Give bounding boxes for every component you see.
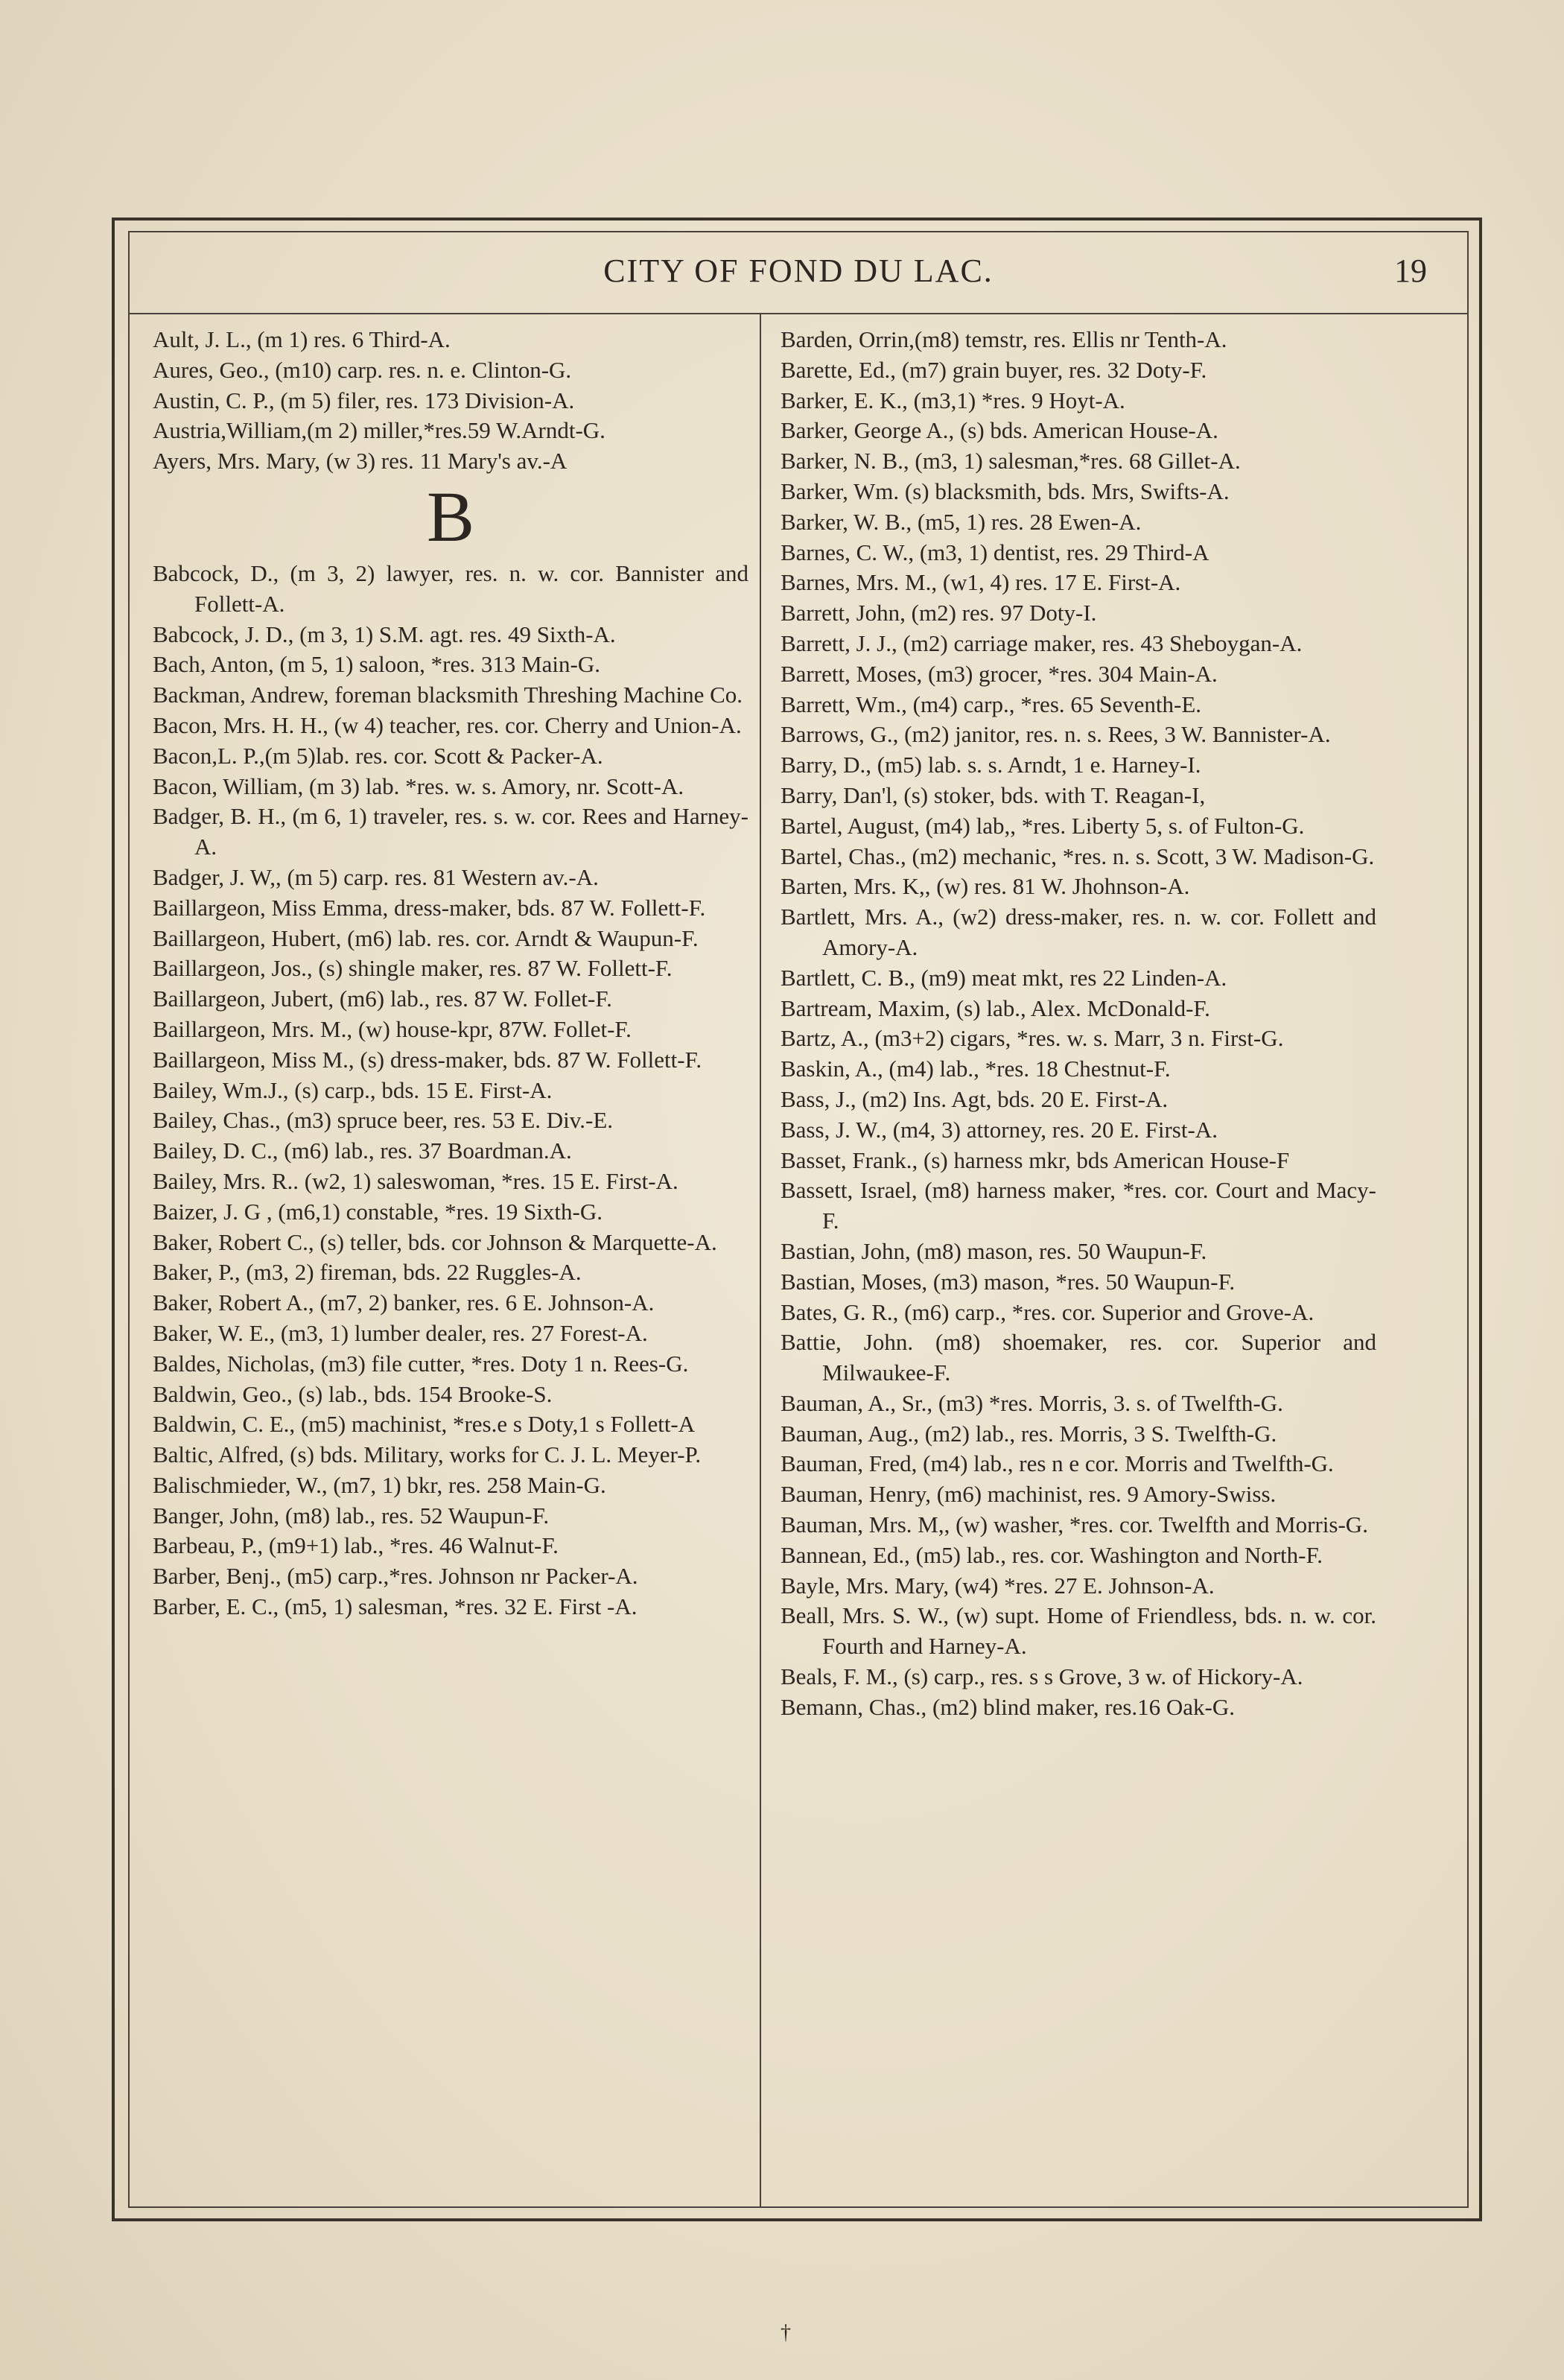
directory-entry: Bauman, Fred, (m4) lab., res n e cor. Morris and Twelfth-G. (781, 1450, 1334, 1477)
directory-entry: Bannean, Ed., (m5) lab., res. cor. Washington and North-F. (781, 1541, 1323, 1568)
directory-entry: Backman, Andrew, foreman blacksmith Threshing Machine Co. (153, 682, 743, 708)
page-number: 19 (1394, 253, 1427, 289)
directory-entry: Bach, Anton, (m 5, 1) saloon, *res. 313 Main-G. (153, 651, 600, 678)
directory-entry: Battie, John. (m8) shoemaker, res. cor. Superior and Milwaukee-F. (781, 1329, 1376, 1386)
directory-entry: Ault, J. L., (m 1) res. 6 Third-A. (153, 326, 451, 352)
directory-entry: Baker, Robert A., (m7, 2) banker, res. 6 E. Johnson-A. (153, 1289, 655, 1316)
directory-entry: Baillargeon, Jos., (s) shingle maker, res. 87 W. Follett-F. (153, 955, 673, 982)
directory-entry: Barrett, J. J., (m2) carriage maker, res. 43 Sheboygan-A. (781, 629, 1303, 656)
directory-entry: Barnes, Mrs. M., (w1, 4) res. 17 E. First-A. (781, 569, 1181, 596)
directory-entry: Basset, Frank., (s) harness mkr, bds American House-F (781, 1146, 1290, 1173)
directory-entry: Baillargeon, Miss M., (s) dress-maker, bds. 87 W. Follett-F. (153, 1046, 702, 1073)
directory-entry: Bauman, A., Sr., (m3) *res. Morris, 3. s. of Twelfth-G. (781, 1389, 1283, 1416)
directory-entry: Bartlett, C. B., (m9) meat mkt, res 22 Linden-A. (781, 964, 1227, 991)
section-letter: B (426, 476, 475, 556)
directory-entry: Bacon, Mrs. H. H., (w 4) teacher, res. cor. Cherry and Union-A. (153, 711, 742, 738)
directory-entry: Beals, F. M., (s) carp., res. s s Grove, 3 w. of Hickory-A. (781, 1663, 1303, 1690)
directory-entry: Baillargeon, Miss Emma, dress-maker, bds. 87 W. Follett-F. (153, 894, 706, 921)
directory-entry: Barbeau, P., (m9+1) lab., *res. 46 Walnut-F. (153, 1532, 559, 1559)
directory-entry: Barrett, Moses, (m3) grocer, *res. 304 Main-A. (781, 660, 1218, 687)
directory-entry: Barber, Benj., (m5) carp.,*res. Johnson nr Packer-A. (153, 1563, 638, 1590)
directory-entry: Bates, G. R., (m6) carp., *res. cor. Superior and Grove-A. (781, 1298, 1315, 1325)
directory-entry: Baldes, Nicholas, (m3) file cutter, *res. Doty 1 n. Rees-G. (153, 1350, 689, 1377)
directory-entry: Barker, Wm. (s) blacksmith, bds. Mrs, Swifts-A. (781, 477, 1230, 504)
directory-entry: Barker, E. K., (m3,1) *res. 9 Hoyt-A. (781, 387, 1125, 413)
directory-entry: Baillargeon, Jubert, (m6) lab., res. 87 W. Follet-F. (153, 986, 612, 1012)
directory-entry: Bartlett, Mrs. A., (w2) dress-maker, res. n. w. cor. Follett and Amory-A. (781, 904, 1376, 960)
directory-entry: Austin, C. P., (m 5) filer, res. 173 Division-A. (153, 387, 575, 413)
entries-b-section (153, 559, 748, 1622)
directory-entry: Baskin, A., (m4) lab., *res. 18 Chestnut-F. (781, 1056, 1171, 1082)
directory-entry: Barber, E. C., (m5, 1) salesman, *res. 32 E. First -A. (153, 1593, 638, 1620)
directory-entry: Bartel, August, (m4) lab,, *res. Liberty 5, s. of Fulton-G. (781, 812, 1305, 839)
directory-entry: Barrett, John, (m2) res. 97 Doty-I. (781, 600, 1097, 626)
entries-right-section (781, 325, 1376, 1723)
directory-entry: Bailey, Chas., (m3) spruce beer, res. 53 E. Div.-E. (153, 1107, 614, 1134)
directory-entry: Bacon,L. P.,(m 5)lab. res. cor. Scott & Packer-A. (153, 742, 603, 769)
directory-entry: Barette, Ed., (m7) grain buyer, res. 32 Doty-F. (781, 356, 1207, 383)
directory-entry: Barker, W. B., (m5, 1) res. 28 Ewen-A. (781, 508, 1142, 535)
directory-entry: Barden, Orrin,(m8) temstr, res. Ellis nr Tenth-A. (781, 326, 1227, 352)
directory-entry: Bass, J. W., (m4, 3) attorney, res. 20 E. First-A. (781, 1116, 1218, 1143)
directory-entry: Baker, P., (m3, 2) fireman, bds. 22 Ruggles-A. (153, 1259, 582, 1286)
signature-mark: † (781, 2321, 791, 2344)
directory-entry: Badger, B. H., (m 6, 1) traveler, res. s. w. cor. Rees and Harney-A. (153, 803, 748, 860)
directory-entry: Babcock, D., (m 3, 2) lawyer, res. n. w. cor. Bannister and Follett-A. (153, 559, 748, 617)
directory-entry: Baker, Robert C., (s) teller, bds. cor Johnson & Marquette-A. (153, 1228, 717, 1255)
directory-entry: Bailey, Wm.J., (s) carp., bds. 15 E. First-A. (153, 1076, 553, 1103)
directory-entry: Bauman, Aug., (m2) lab., res. Morris, 3 S. Twelfth-G. (781, 1420, 1277, 1447)
left-column (153, 325, 748, 1622)
directory-entry: Barker, George A., (s) bds. American House-A. (781, 417, 1218, 444)
directory-entry: Barrows, G., (m2) janitor, res. n. s. Rees, 3 W. Bannister-A. (781, 721, 1331, 748)
directory-entry: Barry, D., (m5) lab. s. s. Arndt, 1 e. Harney-I. (781, 752, 1201, 778)
right-column (781, 325, 1376, 1723)
directory-entry: Baltic, Alfred, (s) bds. Military, works for C. J. L. Meyer-P. (153, 1441, 702, 1468)
column-divider (760, 314, 761, 2208)
directory-entry: Baldwin, Geo., (s) lab., bds. 154 Brooke-S. (153, 1380, 553, 1407)
entries-a-section (153, 325, 748, 477)
directory-entry: Austria,William,(m 2) miller,*res.59 W.Arndt-G. (153, 417, 605, 444)
directory-entry: Barnes, C. W., (m3, 1) dentist, res. 29 Third-A (781, 539, 1209, 565)
page-header (128, 231, 1469, 314)
directory-entry: Beall, Mrs. S. W., (w) supt. Home of Friendless, bds. n. w. cor. Fourth and Harney-A. (781, 1602, 1376, 1660)
directory-entry: Baker, W. E., (m3, 1) lumber dealer, res. 27 Forest-A. (153, 1319, 648, 1346)
directory-entry: Bartz, A., (m3+2) cigars, *res. w. s. Marr, 3 n. First-G. (781, 1025, 1284, 1052)
directory-entry: Bassett, Israel, (m8) harness maker, *res. cor. Court and Macy-F. (781, 1177, 1376, 1234)
directory-entry: Barker, N. B., (m3, 1) salesman,*res. 68 Gillet-A. (781, 448, 1241, 475)
directory-entry: Bailey, D. C., (m6) lab., res. 37 Boardman.A. (153, 1137, 572, 1164)
directory-entry: Babcock, J. D., (m 3, 1) S.M. agt. res. 49 Sixth-A. (153, 621, 616, 647)
directory-entry: Bass, J., (m2) Ins. Agt, bds. 20 E. First-A. (781, 1085, 1169, 1112)
directory-entry: Aures, Geo., (m10) carp. res. n. e. Clinton-G. (153, 356, 572, 383)
running-head: CITY OF FOND DU LAC. (603, 253, 994, 289)
directory-entry: Baillargeon, Hubert, (m6) lab. res. cor. Arndt & Waupun-F. (153, 924, 699, 951)
directory-entry: Barrett, Wm., (m4) carp., *res. 65 Seventh-E. (781, 691, 1202, 717)
directory-entry: Baizer, J. G , (m6,1) constable, *res. 19 Sixth-G. (153, 1198, 603, 1225)
directory-entry: Balischmieder, W., (m7, 1) bkr, res. 258 Main-G. (153, 1471, 606, 1498)
directory-entry: Bemann, Chas., (m2) blind maker, res.16 Oak-G. (781, 1693, 1236, 1720)
directory-entry: Bastian, John, (m8) mason, res. 50 Waupun-F. (781, 1237, 1207, 1264)
directory-entry: Barry, Dan'l, (s) stoker, bds. with T. Reagan-I, (781, 781, 1206, 808)
directory-entry: Bacon, William, (m 3) lab. *res. w. s. Amory, nr. Scott-A. (153, 772, 684, 799)
directory-entry: Bailey, Mrs. R.. (w2, 1) saleswoman, *res. 15 E. First-A. (153, 1167, 678, 1194)
directory-entry: Bauman, Mrs. M,, (w) washer, *res. cor. Twelfth and Morris-G. (781, 1511, 1368, 1538)
directory-entry: Barten, Mrs. K,, (w) res. 81 W. Jhohnson-A. (781, 873, 1190, 900)
directory-entry: Bauman, Henry, (m6) machinist, res. 9 Amory-Swiss. (781, 1481, 1277, 1508)
directory-entry: Badger, J. W,, (m 5) carp. res. 81 Western av.-A. (153, 863, 599, 890)
directory-entry: Bayle, Mrs. Mary, (w4) *res. 27 E. Johnson-A. (781, 1572, 1215, 1599)
directory-entry: Banger, John, (m8) lab., res. 52 Waupun-F. (153, 1502, 550, 1529)
directory-entry: Bartel, Chas., (m2) mechanic, *res. n. s. Scott, 3 W. Madison-G. (781, 842, 1375, 869)
directory-entry: Baillargeon, Mrs. M., (w) house-kpr, 87W. Follet-F. (153, 1015, 632, 1042)
directory-entry: Baldwin, C. E., (m5) machinist, *res.e s Doty,1 s Follett-A (153, 1411, 696, 1438)
directory-entry: Ayers, Mrs. Mary, (w 3) res. 11 Mary's av.-A (153, 448, 568, 475)
directory-entry: Bartream, Maxim, (s) lab., Alex. McDonald-F. (781, 994, 1210, 1021)
directory-entry: Bastian, Moses, (m3) mason, *res. 50 Waupun-F. (781, 1268, 1236, 1295)
